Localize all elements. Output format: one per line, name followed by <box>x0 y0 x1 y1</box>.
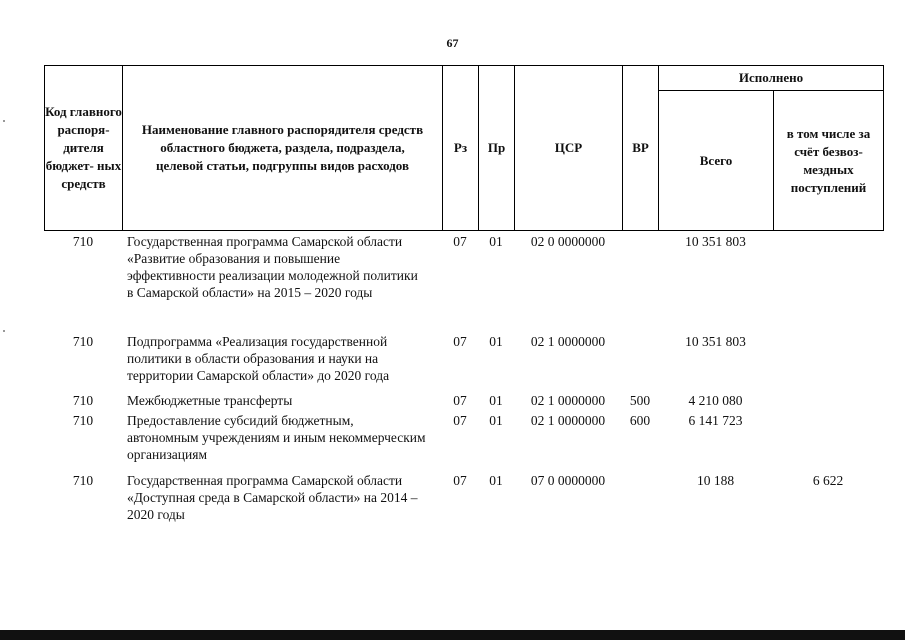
row-name: Предоставление субсидий бюджетным, автономным учреждениям и иным некоммерческим организациям <box>127 413 426 462</box>
row-total: 10 351 803 <box>685 334 746 349</box>
row-pr: 01 <box>489 393 503 408</box>
row-pr: 01 <box>489 234 503 249</box>
row-pr: 01 <box>489 334 503 349</box>
col-divider <box>883 65 884 231</box>
row-name: Подпрограмма «Реализация государственной политики в области образования и науки на территории Самарской области» до 2020 года <box>127 334 390 383</box>
row-rz: 07 <box>453 334 467 349</box>
row-total: 10 351 803 <box>685 234 746 249</box>
header-code: Код главного распоря- дителя бюджет- ных средств <box>45 104 122 191</box>
row-name: Государственная программа Самарской области «Развитие образования и повышение эффективности реализации молодежной политики в Самарской области» на 2015 – 2020 годы <box>127 234 418 300</box>
row-rz: 07 <box>453 393 467 408</box>
row-total: 6 141 723 <box>688 413 743 428</box>
row-csr: 02 1 0000000 <box>530 334 606 349</box>
row-pr: 01 <box>489 473 503 488</box>
header-pr: Пр <box>487 140 506 155</box>
scan-artifact <box>3 330 5 332</box>
header-executed: Исполнено <box>738 70 804 85</box>
row-code: 710 <box>72 473 94 488</box>
row-name: Межбюджетные трансферты <box>127 393 293 408</box>
row-code: 710 <box>72 334 94 349</box>
row-vr: 500 <box>629 393 651 408</box>
page-number: 67 <box>446 36 459 50</box>
row-name: Государственная программа Самарской области «Доступная среда в Самарской области» на 2014 – 2020 годы <box>127 473 418 522</box>
row-code: 710 <box>72 393 94 408</box>
row-csr: 02 1 0000000 <box>530 393 606 408</box>
row-total: 4 210 080 <box>688 393 743 408</box>
header-bottom-border <box>44 230 883 231</box>
header-rz: Рз <box>453 140 468 155</box>
row-csr: 07 0 0000000 <box>530 473 606 488</box>
row-csr: 02 0 0000000 <box>530 234 606 249</box>
header-incl-free: в том числе за счёт безвоз- мездных поступлений <box>786 125 871 195</box>
row-total: 10 188 <box>696 473 735 488</box>
row-code: 710 <box>72 413 94 428</box>
row-code: 710 <box>72 234 94 249</box>
header-total: Всего <box>699 152 733 168</box>
row-rz: 07 <box>453 234 467 249</box>
row-rz: 07 <box>453 413 467 428</box>
row-rz: 07 <box>453 473 467 488</box>
row-free: 6 622 <box>812 473 844 488</box>
header-name: Наименование главного распорядителя средств областного бюджета, раздела, подраздела, целевой статьи, подгруппы видов расходов <box>141 122 424 173</box>
scan-bottom-edge <box>0 630 905 640</box>
row-pr: 01 <box>489 413 503 428</box>
row-csr: 02 1 0000000 <box>530 413 606 428</box>
scan-artifact <box>3 120 5 122</box>
header-vr: ВР <box>632 140 649 155</box>
header-csr: ЦСР <box>554 140 583 155</box>
row-vr: 600 <box>629 413 651 428</box>
